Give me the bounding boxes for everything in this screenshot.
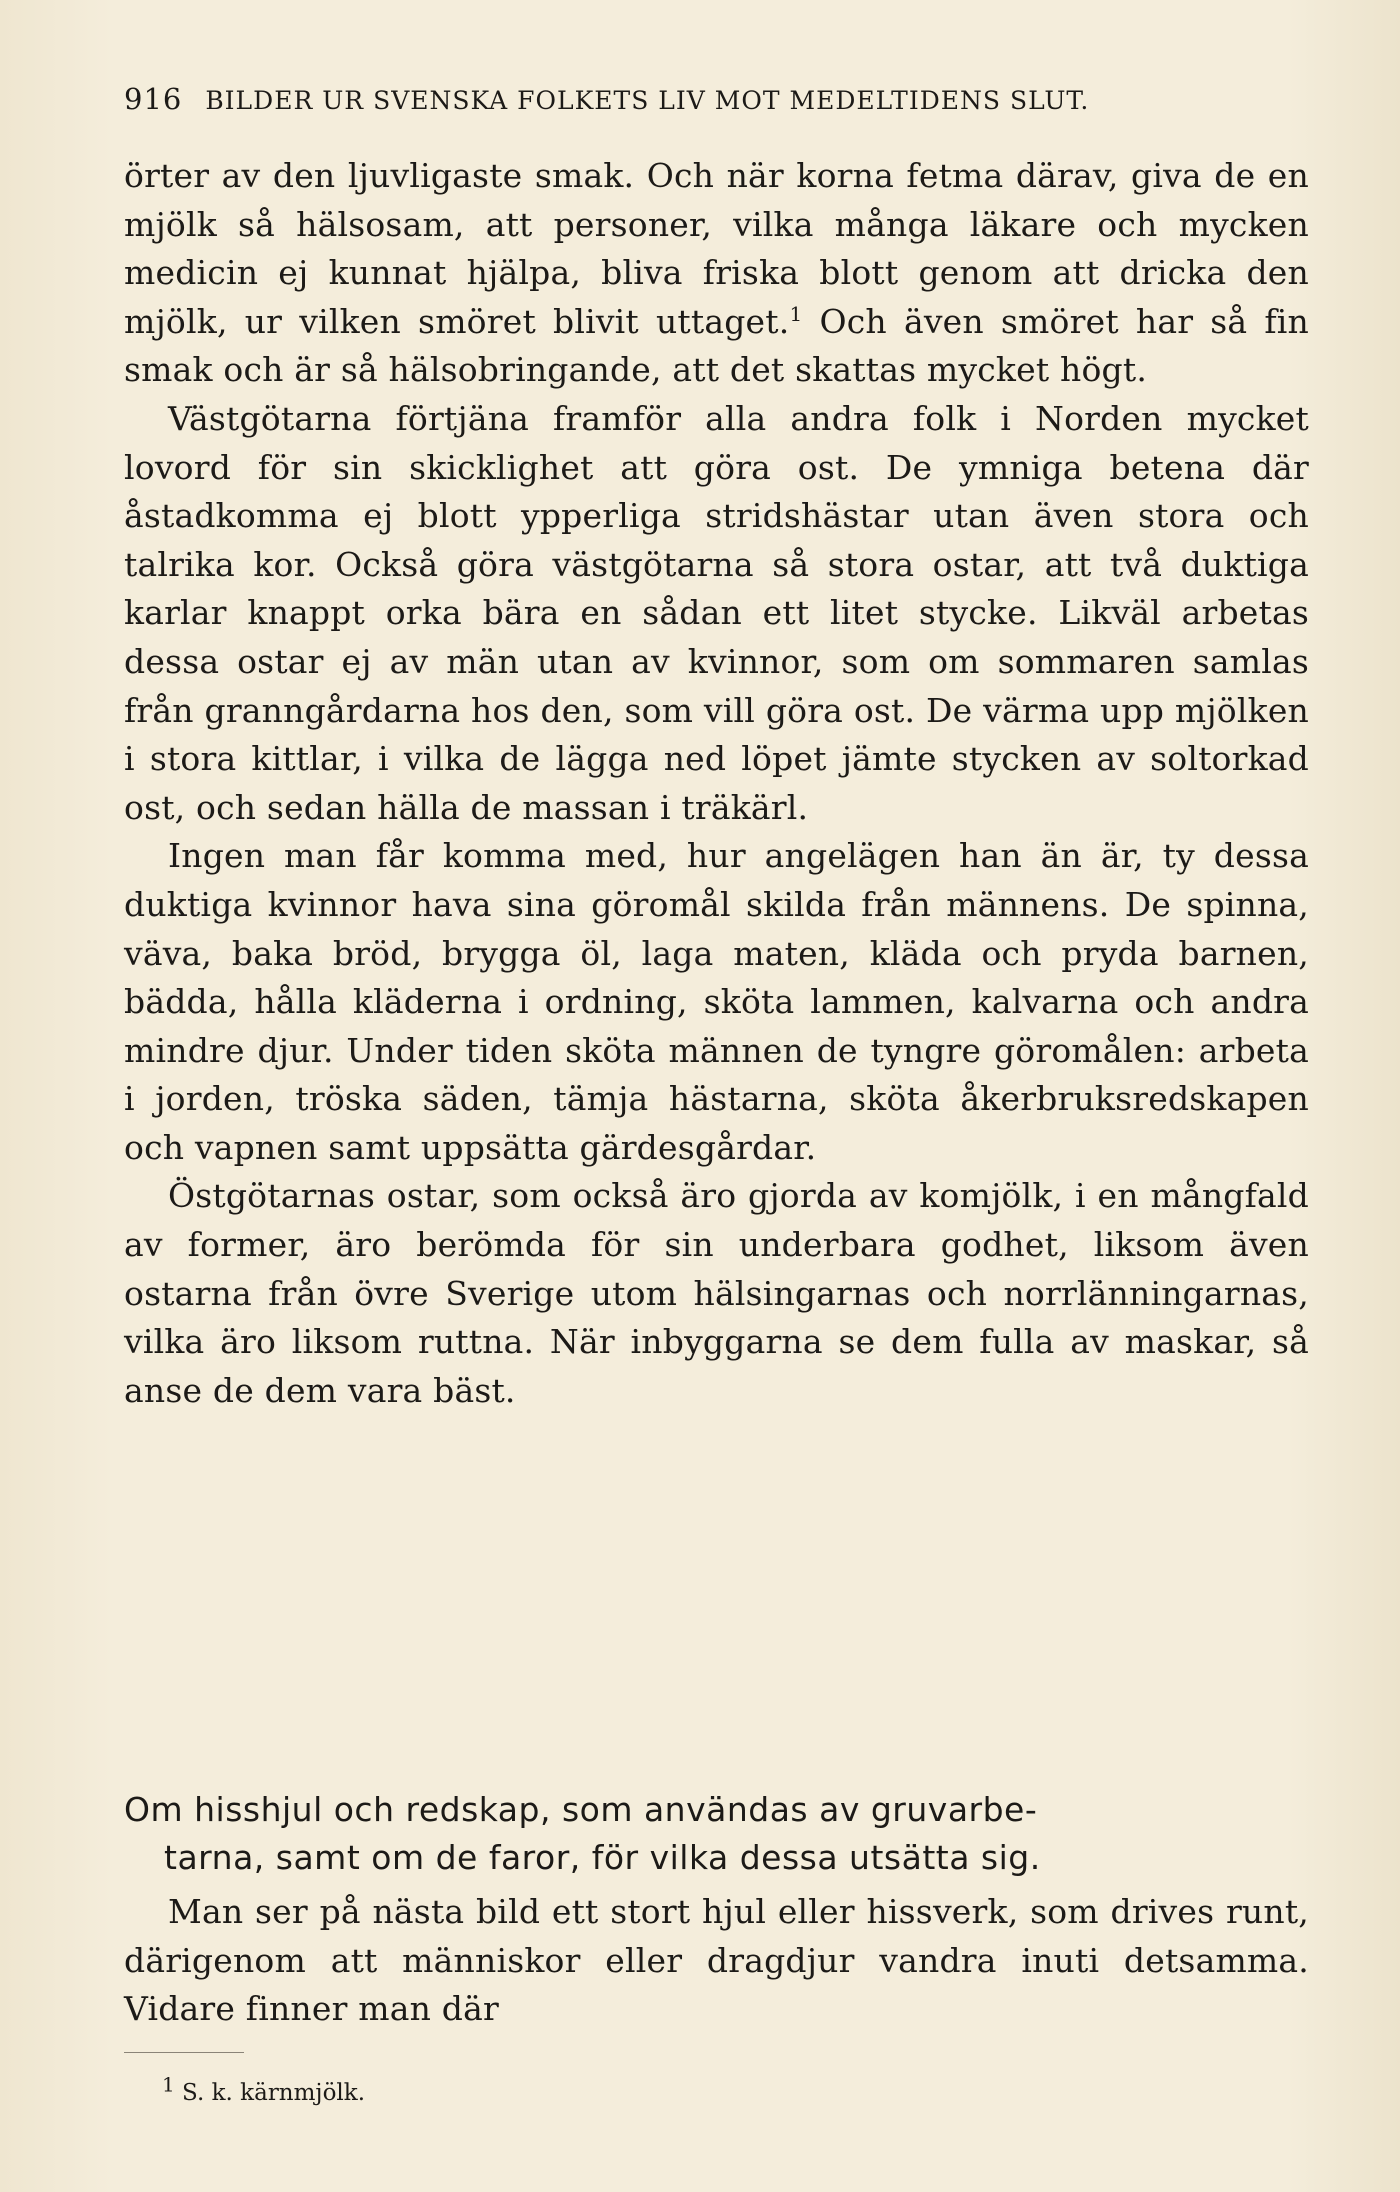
section-heading bbox=[124, 1786, 1309, 1882]
footnote bbox=[162, 2072, 366, 2108]
section-heading-line-2: tarna, samt om de faror, för vilka dessa utsätta sig. bbox=[164, 1838, 1041, 1877]
paragraph-2: Västgötarna förtjäna framför alla andra folk i Norden mycket lovord för sin skicklighet att göra ost. De ymniga betena där åstadkomma ej blott ypperliga stridshästar utan även stora och talrika kor. Också göra västgötarna så stora ostar, att två duktiga karlar knappt orka bära en sådan ett litet stycke. Likväl arbetas dessa ostar ej av män utan av kvinnor, som om sommaren samlas från granngårdarna hos den, som vill göra ost. De värma upp mjölken i stora kittlar, i vilka de lägga ned löpet jämte stycken av soltorkad ost, och sedan hälla de massan i träkärl. bbox=[124, 398, 1309, 827]
paragraph-1-continuation: Och även smöret har så fin smak och är så hälsobringande, att det skattas mycket högt. bbox=[124, 301, 1309, 390]
page-number: 916 bbox=[124, 82, 183, 116]
footnote-divider bbox=[124, 2052, 244, 2053]
footnote-reference: 1 bbox=[789, 301, 803, 326]
footnote-marker: 1 bbox=[162, 2072, 175, 2097]
paragraph-3: Ingen man får komma med, hur angelägen han än är, ty dessa duktiga kvinnor hava sina göromål skilda från männens. De spinna, väva, baka bröd, brygga öl, laga maten, kläda och pryda barnen, bädda, hålla kläderna i ordning, sköta lammen, kalvarna och andra mindre djur. Under tiden sköta männen de tyngre göromålen: arbeta i jorden, tröska säden, tämja hästarna, sköta åkerbruksredskapen och vapnen samt uppsätta gärdesgårdar. bbox=[124, 836, 1309, 1167]
main-text bbox=[124, 152, 1309, 1415]
paragraph-1-text: örter av den ljuvligaste smak. Och när korna fetma därav, giva de en mjölk så hälsosam, att personer, vilka många läkare och mycken medicin ej kunnat hjälpa, bliva friska blott genom att dricka den mjölk, ur vilken smöret blivit uttaget. bbox=[124, 156, 1309, 341]
running-header bbox=[124, 82, 1274, 116]
paragraph-4: Östgötarnas ostar, som också äro gjorda av komjölk, i en mångfald av former, äro berömda för sin underbara godhet, liksom även ostarna från övre Sverige utom hälsingarnas och norrlänningarnas, vilka äro liksom ruttna. När inbyggarna se dem fulla av maskar, så anse de dem vara bäst. bbox=[124, 1176, 1309, 1410]
footnote-text: S. k. kärnmjölk. bbox=[182, 2080, 366, 2106]
paragraph-1 bbox=[124, 152, 1309, 395]
running-title: BILDER UR SVENSKA FOLKETS LIV MOT MEDELTIDENS SLUT. bbox=[205, 86, 1090, 115]
section-paragraph: Man ser på nästa bild ett stort hjul eller hissverk, som drives runt, därigenom att människor eller dragdjur vandra inuti detsamma. Vidare finner man där bbox=[124, 1892, 1309, 2029]
section-text bbox=[124, 1888, 1309, 2034]
section-heading-line-1: Om hisshjul och redskap, som användas av gruvarbe- bbox=[124, 1790, 1038, 1829]
